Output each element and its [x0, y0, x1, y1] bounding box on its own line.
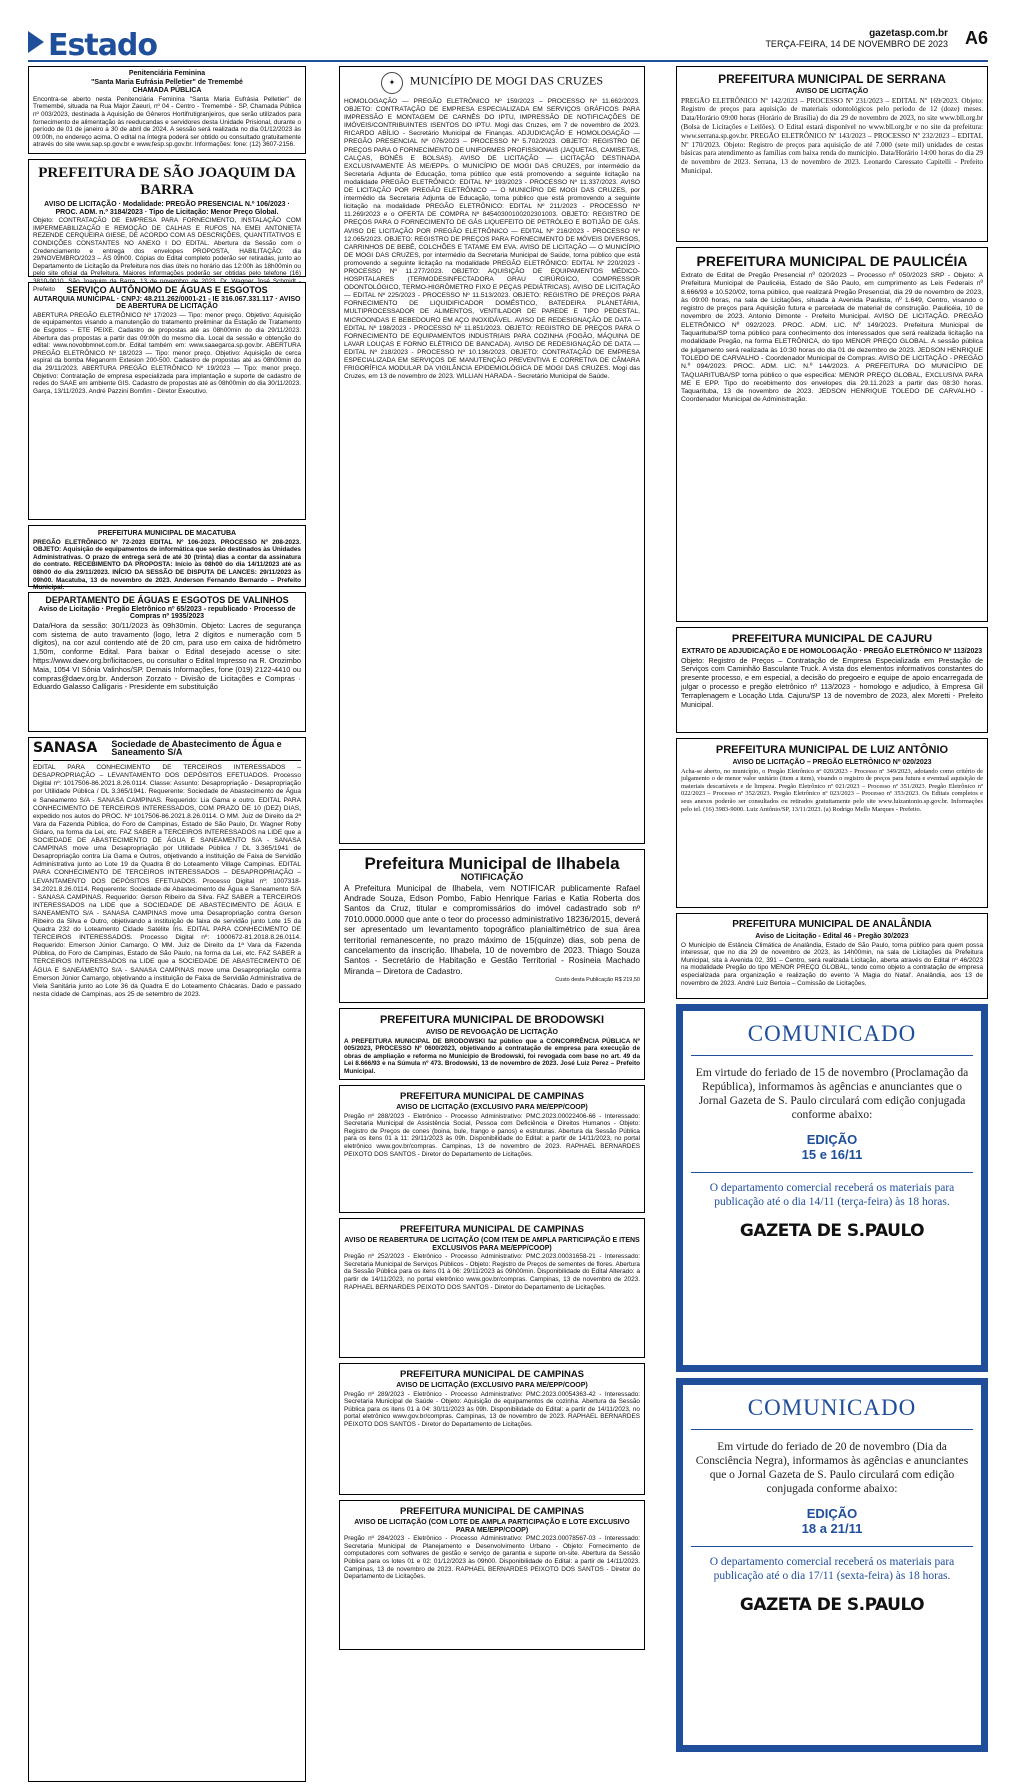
notice-heading: PREFEITURA MUNICIPAL DE ANALÂNDIA: [732, 919, 932, 930]
notice-body: Objeto: CONTRATAÇÃO DE EMPRESA PARA FORNECIMENTO, INSTALAÇÃO COM IMPERMEABILIZAÇÃO E REMOÇÃO DE CALHAS E RUFOS NA EMEI ANTONIETA REZENDE CERQUEIRA GIESE, DE ACORDO COM AS DESCRIÇÕES, QUANTITATIVOS E CONDIÇÕES CONSTANTES NO ANEXO I DO EDITAL. Abertura da Sessão com o Credenciamento e entrega dos envelopes PROPOSTA, HABILITAÇÃO: dia 29/NOVEMBRO/2023 – ÀS 09h00. Cópias do Edital completo poderão ser retiradas, junto ao Departamento de Licitação da Prefeitura nos dias úteis no horário das 12:00h às 18h00min ou pelo site oficial da Prefeitura. Maiores informações poderão ser obtidas pelo telefone (16) 3810-9010. São Joaquim da Barra, 13 de novembro de 2023. Dr. Wagner José Schmidt - Prefeito: [33, 217, 301, 293]
notice-body: Objeto: Registro de Preços – Contratação de Empresa Especializada em Prestação de Serviços com Caminhão Basculante Truck. A vista dos elementos informativos constantes do presente processo, e em especial, a decisão do pregoeiro e equipe de apoio encarregada de julgar o processo e pregão eletrônico nº 113/2023 - homologo e adjudico, à Empresa Gil Terraplenagem e Locação Ltda. Cajuru/SP 13 de novembro de 2023, alex Moretti - Prefeito Municipal.: [681, 655, 983, 709]
notice-heading: SERVIÇO AUTÔNOMO DE ÁGUAS E ESGOTOS: [66, 285, 268, 295]
notice-subheading: NOTIFICAÇÃO: [460, 872, 524, 882]
column-left: [28, 66, 306, 1787]
comunicado-ad-1: [676, 1004, 988, 1372]
gazeta-logo: GAZETA DE S.PAULO: [739, 1221, 925, 1241]
edicao-label: EDIÇÃO: [806, 1132, 858, 1147]
notice-subheading: AUTARQUIA MUNICIPAL · CNPJ: 48.211.262/0001-21 - IE 316.067.331.117 · AVISO DE ABERTURA DE LICITAÇÃO: [33, 295, 301, 311]
notice-heading: PREFEITURA MUNICIPAL DE CAMPINAS: [399, 1369, 585, 1380]
notice-sanasa: [28, 737, 306, 1782]
notice-heading: "Santa Maria Eufrásia Pelletier" de Tremembé: [91, 78, 243, 86]
comunicado-inner: [683, 1011, 981, 1365]
notice-subheading: AVISO DE LICITAÇÃO (EXCLUSIVO PARA ME/EPP/COOP): [396, 1104, 588, 1111]
notice-body: Extrato de Edital de Pregão Presencial nº 020/2023 – Processo nº 050/2023 SRP - Objeto: A Prefeitura Municipal de Paulicéia, Estado de São Paulo, em cumprimento as Leis Federais nº 8.666/93 e 10.520/02, torna público, que realizará Pregão Presencial, dia 29 de novembro de 2023, às 09:00 horas, na sala de Licitações, situada à Avenida Paulista, nº 1.649, Centro, visando o registro de preços para Aquisição futura e parcelada de material de construção. Paulicéia, 10 de novembro de 2023. Antonio Dimonte - Prefeito Municipal. AVISO DE LICITAÇÃO. PREGÃO ELETRÔNICO Nº 092/2023. PROC. ADM. LIC. Nº 149/2023. Prefeitura Municipal de Taquarituba/SP torna público para conhecimento dos interessados que será realizada licitação na modalidade Pregão, na forma ELETRÔNICA, do tipo MENOR PREÇO GLOBAL. A sessão pública de julgamento será realizada às 10:30 horas do dia 01 de dezembro de 2023. JEDSON HENRIQUE TOLEDO DE CARVALHO - Coordenador Municipal de Compras. AVISO DE LICITAÇÃO - PREGÃO N.º 094/2023. PROC. ADM. LIC. N.º 144/2023. A PREFEITURA DO MUNICÍPIO DE TAQUARITUBA/SP torna público o que especifica: MENOR PREÇO GLOBAL, EXCLUSIVA PARA ME E EPP. Tipo do recebimento dos envelopes dia 29.11.2023 a partir das 08:30 horas. Taquarituba, 13 de novembro de 2023. JEDSON HENRIQUE TOLEDO DE CARVALHO - Coordenador Municipal de Administração.: [681, 272, 983, 404]
notice-subheading: Aviso de Licitação - Edital 46 - Pregão 30/2023: [755, 933, 909, 940]
divider: [691, 1172, 973, 1173]
header-info: [765, 28, 948, 50]
edicao-label: EDIÇÃO: [806, 1506, 858, 1521]
notice-subheading: EXTRATO DE ADJUDICAÇÃO E DE HOMOLOGAÇÃO · PREGÃO ELETRÔNICO Nº 113/2023: [681, 648, 983, 655]
mogi-header: [344, 72, 640, 94]
notice-body: Pregão nº 289/2023 - Eletrônico - Processo Administrativo: PMC.2023.00054363-42 - Interessado: Secretaria Municipal de Saúde - Objeto: Aquisição de equipamentos de cozinha. Abertura da Sessão Pública para os itens 01 à 04: 30/11/2023 às 09h. Disponibilidade do Edital: a partir de 14/11/2023, no portal eletrônico www.gov.br/compras. Campinas, 13 de novembro de 2023. RAPHAEL BERNARDES PEIXOTO DOS SANTOS - Diretor do Departamento de Licitações.: [344, 1390, 640, 1428]
notice-heading: Sociedade de Abastecimento de Água e Saneamento S/A: [111, 739, 282, 757]
comunicado-text: Em virtude do feriado de 20 de novembro (Dia da Consciência Negra), informamos às agências e anunciantes que o Jornal Gazeta de S. Paulo circulará com edição conjugada conforme abaixo:: [695, 1441, 969, 1495]
notice-heading: Prefeitura Municipal de Ilhabela: [364, 854, 620, 873]
notice-campinas-1: [339, 1085, 645, 1213]
notice-brodowski: [339, 1008, 645, 1080]
masthead-logo: [28, 28, 157, 63]
sanasa-header: [33, 741, 301, 761]
notice-heading: PREFEITURA MUNICIPAL DE BRODOWSKI: [379, 1014, 605, 1026]
column-right: [676, 66, 988, 1758]
comunicado-title: COMUNICADO: [691, 1011, 973, 1056]
edicao-dates: 15 e 16/11: [801, 1147, 863, 1162]
notice-body: Pregão nº 284/2023 - Eletrônico - Processo Administrativo: PMC.2023.00078567-03 - Interessado: Secretaria Municipal de Planejamento e Desenvolvimento Urbano - Objeto: Fornecimento de computadores com softwares de gestão e serviço de garantia e suporte on-site. Abertura da Sessão Pública para os lotes 01 e 02: 01/12/2023 às 09h00. Disponibilidade do Edital: a partir de 14/11/2023. Campinas, 13 de novembro de 2023. RAPHAEL BERNARDES PEIXOTO DOS SANTOS - Diretor do Departamento de Licitações.: [344, 1535, 640, 1581]
notice-body: EDITAL PARA CONHECIMENTO DE TERCEIROS INTERESSADOS – DESAPROPRIAÇÃO – LEVANTAMENTO DOS DEPÓSITOS EFETUADOS. Processo Digital nº: 1017506-86.2021.8.26.0114. Classe: Assunto: Desapropriação - Desapropriação por Utilidade Pública / DL 3.365/1941. Requerente: Sociedade de Abastecimento de Água e Saneamento S/A - SANASA CAMPINAS. Requerido: Lia Gama e outro. EDITAL PARA CONHECIMENTO DE TERCEIROS INTERESSADOS, COM PRAZO DE 10 (DEZ) DIAS, expedido nos autos do PROC. Nº 1017506-86.2021.8.26.0114. O MM. Juiz de Direito da 2ª Vara da Fazenda Pública, do Foro de Campinas, Estado de São Paulo, Dr. Wagner Roby Gidaro, na forma da Lei, etc. FAZ SABER a TERCEIROS INTERESSADOS na LIDE que a SOCIEDADE DE ABASTECIMENTO DE ÁGUA E SANEAMENTO S/A - SANASA CAMPINAS move uma Desapropriação por Utilidade Pública / DL 3.365/1941 de Desapropriação contra Lia Gama e Outros, objetivando a instituição de Faixa de Servidão Administrativa junto ao Lote 19 da Quadra B do Loteamento Village Campinas. EDITAL PARA CONHECIMENTO DE TERCEIROS INTERESSADOS – DESAPROPRIAÇÃO – LEVANTAMENTO DOS DEPÓSITOS EFETUADOS. Processo Digital nº: 1007318-34.2021.8.26.0114. Requerente: Sociedade de Abastecimento de Água e Saneamento S/A - SANASA CAMPINAS. Requerido: Gerson Ribeiro da Silva. FAZ SABER a TERCEIROS INTERESSADOS na LIDE que a SOCIEDADE DE ABASTECIMENTO DE ÁGUA E SANEAMENTO S/A - SANASA CAMPINAS move uma Desapropriação contra Gerson Ribeiro da Silva e Outro, objetivando a instituição de faixa de servidão junto Lote 15 da Quadra 232 do Loteamento Cidade Satélite Íris. EDITAL PARA CONHECIMENTO DE TERCEIROS INTERESSADOS. Processo Digital nº: 1000672-81.2018.8.26.0114. Requerido: Emerson Júnior Camargo. O MM. Juiz de Direito da 1ª Vara da Fazenda Pública, do Foro de Campinas, Estado de São Paulo, na forma da Lei, etc. FAZ SABER a TERCEIROS INTERESSADOS na LIDE que a SOCIEDADE DE ABASTECIMENTO DE ÁGUA E SANEAMENTO S/A - SANASA CAMPINAS move uma Desapropriação contra Emerson Júnior Camargo, objetivando a instituição de Faixa de Servidão Administrativa de Viela Sanitária junto ao Lote 36 da Quadra E do Loteamento Chácaras. Dado e passado nesta cidade de Campinas, aos 25 de setembro de 2023.: [33, 764, 301, 998]
deadline-text: O departamento comercial receberá os materiais para publicação até o dia 14/11 (terça-feira) às 18 horas.: [709, 1182, 955, 1208]
notice-subheading: AVISO DE REABERTURA DE LICITAÇÃO (COM ITEM DE AMPLA PARTICIPAÇÃO E ITENS EXCLUSIVOS PARA ME/EPP/COOP): [344, 1237, 640, 1252]
notice-title: Penitenciária Feminina: [128, 70, 206, 77]
divider: [691, 1546, 973, 1547]
column-middle: [339, 66, 645, 1655]
notice-body: A Prefeitura Municipal de Ilhabela, vem NOTIFICAR publicamente Rafael Andrade Souza, Edson Pombo, Fabio Henrique Farias e Katia Roberta dos Santos da Cruz, titular e compromissários do imóvel cadastrado sob nº 7010.0000.0000 que ante o teor do processo administrativo 18236/2015, deverá ser apresentado um levantamento topográfico planialtimétrico de sua área territorial remanescente, no prazo máximo de 15(quinze) dias, sob pena de cancelamento da inscrição. Ilhabela, 10 de novembro de 2023. Thiago Souza Santos - Secretário de Habitação e Gestão Territorial - Rosineia Machado Miranda – Diretora de Cadastro.: [344, 882, 640, 976]
comunicado-ad-2: [676, 1378, 988, 1752]
notice-subheading: AVISO DE LICITAÇÃO (COM LOTE DE AMPLA PARTICIPAÇÃO E LOTE EXCLUSIVO PARA ME/EPP/COOP): [354, 1519, 630, 1534]
notice-body: Acha-se aberto, no município, o Pregão Eletrônico nº 020/2023 - Processo nº 349/2023, adotando como critério de julgamento o de menor valor unitário (item a item), visando o registro de preços para futura e eventual aquisição de materiais descartáveis e de limpeza. Pregão Eletrônico nº 021/2023 – Processo nº 351/2023. Pregão Eletrônico nº 022/2023 – Processo nº 352/2023. Pregão Eletrônico nº 023/2023 – Processo nº 353/2023. Os Editais completos e seus anexos poderão ser consultados ou retirados gratuitamente pelo site www.luizantonio.sp.gov.br. Informações pelo tel. (16) 3983-9000. Luiz Antônio/SP, 13/11/2023. (a) Rodrigo Mello Marques - Prefeito.: [681, 767, 983, 813]
notice-heading: PREFEITURA DE SÃO JOAQUIM DA BARRA: [38, 165, 296, 198]
notice-mogi: [339, 66, 645, 844]
coat-of-arms-icon: ✦: [381, 72, 403, 94]
notice-cajuru: [676, 627, 988, 733]
notice-pauliceia: [676, 247, 988, 622]
notice-analandia: [676, 913, 988, 999]
notice-subheading: Aviso de Licitação · Pregão Eletrônico nº 65/2023 - republicado · Processo de Compras nº 1935/2023: [38, 605, 296, 621]
notice-heading: DEPARTAMENTO DE ÁGUAS E ESGOTOS DE VALINHOS: [45, 595, 289, 605]
notice-saae-garca: [28, 282, 306, 520]
notice-body: ABERTURA PREGÃO ELETRÔNICO Nº 17/2023 — Tipo: menor preço. Objetivo: Aquisição de equipamentos visando a manutenção do tratamento preliminar da Estação de Tratamento de Esgotos – ETE PEIXE. Cadastro de propostas até as 08h00min do dia 29/11/2023. Abertura das propostas a partir das 09:00h do mesmo dia. Local da sessão e obtenção do edital: www.novobbmnet.com.br. Edital também em: www.saaegarca.sp.gov.br. ABERTURA PREGÃO ELETRÔNICO Nº 18/2023 — Tipo: menor preço. Objetivo: Aquisição de cerca espiral da bomba Meganorm Extesion 200-500. Cadastro de propostas até as 08h00min do dia 29/11/2023. ABERTURA PREGÃO ELETRÔNICO Nº 19/2023 — Tipo: menor preço. Objetivo: Contratação de empresa especializada para implantação e suporte de cadastro de redes do SAAE em ambiente GIS. Cadastro de propostas até as 08h00min do dia 30/11/2023. Garça, 13/11/2023. André Pazzini Bomfim - Diretor Executivo.: [33, 311, 301, 395]
notice-ilhabela: [339, 849, 645, 1003]
notice-heading: PREFEITURA MUNICIPAL DE CAMPINAS: [399, 1506, 585, 1517]
notice-campinas-2: [339, 1218, 645, 1358]
notice-body: HOMOLOGAÇÃO — PREGÃO ELETRÔNICO Nº 159/2023 – PROCESSO Nº 11.662/2023. OBJETO: CONTRATAÇÃO DE EMPRESA ESPECIALIZADA EM SERVIÇOS GRÁFICOS PARA IMPRESSÃO E MONTAGEM DE CARNÊS DO IPTU, IMPRESSÃO DE NOTIFICAÇÕES DE IMÓVEIS/CONTRIBUINTES ISENTOS DO IPTU. Mogi das Cruzes, em 7 de novembro de 2023. RICARDO ABÍLIO - Secretário Municipal de Finanças. ADJUDICAÇÃO E HOMOLOGAÇÃO — PREGÃO PRESENCIAL Nº 076/2023 – PROCESSO Nº 5.702/2023. OBJETO: REGISTRO DE PREÇOS PARA O FORNECIMENTO DE UNIFORMES PROFISSIONAIS (JAQUETAS, CAMISETAS, CALÇAS, BONÉS E BOLSAS). AVISO DE LICITAÇÃO — LICITAÇÃO DESTINADA EXCLUSIVAMENTE ÀS ME/EPPs. O MUNICÍPIO DE MOGI DAS CRUZES, por intermédio da Secretaria Adjunta de Educação, torna público que está promovendo a seguinte licitação na modalidade PREGÃO ELETRÔNICO: EDITAL Nº 193/2023 - PROCESSO Nº 11.337/2023. AVISO DE LICITAÇÃO POR PREGÃO ELETRÔNICO — O MUNICÍPIO DE MOGI DAS CRUZES, por intermédio da Secretaria Adjunta de Educação, torna público que está promovendo a seguinte licitação na modalidade PREGÃO ELETRÔNICO: EDITAL Nº 211/2023 - PROCESSO Nº 11.269/2023 e o OFERTA DE COMPRA Nº 84540300100202301003. OBJETO: REGISTRO DE PREÇOS PARA O FORNECIMENTO DE GÁS LIQUEFEITO DE PETRÓLEO E BOTIJÃO DE GÁS. AVISO DE LICITAÇÃO POR PREGÃO ELETRÔNICO — EDITAL Nº 216/2023 - PROCESSO Nº 12.065/2023. OBJETO: REGISTRO DE PREÇOS PARA FORNECIMENTO DE MÓVEIS DIVERSOS, CARRINHOS DE BEBÊ, COLCHÕES E TATAME EM EVA. AVISO DE LICITAÇÃO — O MUNICÍPIO DE MOGI DAS CRUZES, por intermédio da Secretaria Municipal de Saúde, torna público que está promovendo a seguinte licitação na modalidade PREGÃO ELETRÔNICO: EDITAL Nº 220/2023 - PROCESSO Nº 11.277/2023. OBJETO: AQUISIÇÃO DE EQUIPAMENTOS MÉDICO-HOSPITALARES (TERMODESINFECTADORA GRAU CIRÚRGICO, COMPRESSOR ODONTOLÓGICO, TERMO-HIGRÔMETRO FIXO E PEÇAS PEDIÁTRICAS). AVISO DE LICITAÇÃO — EDITAL Nº 225/2023 - PROCESSO Nº 11.513/2023. OBJETO: REGISTRO DE PREÇOS PARA FORNECIMENTO DE LIQUIDIFICADOR DOMÉSTICO, BATEDEIRA PLANETÁRIA, MULTIPROCESSADOR DE ALIMENTOS, VENTILADOR DE PAREDE E TIPO PEDESTAL, MICROONDAS E BEBEDOURO EM AÇO INOXIDÁVEL. AVISO DE REDESIGNAÇÃO DE DATA — EDITAL Nº 198/2023 - PROCESSO Nº 11.851/2023. OBJETO: REGISTRO DE PREÇOS PARA O FORNECIMENTO DE EQUIPAMENTOS INDUSTRIAIS PARA COZINHA (FOGÃO, MÁQUINA DE LAVAR LOUÇAS E FORNO ELÉTRICO DE BANCADA). AVISO DE REDESIGNAÇÃO DE DATA — EDITAL Nº 218/2023 - PROCESSO Nº 10.136/2023. OBJETO: CONTRATAÇÃO DE EMPRESA ESPECIALIZADA EM SERVIÇOS DE MANUTENÇÃO PREVENTIVA E CORRETIVA DE CÂMARA FRIGORÍFICA MODULAR DA VIGILÂNCIA EPIDEMIOLÓGICA DE MOGI DAS CRUZES. Mogi das Cruzes, em 13 de novembro de 2023. WILLIAN HARADA - Secretário Municipal de Saúde.: [344, 98, 640, 381]
notice-body: Encontra-se aberto nesta Penitenciária Feminina "Santa Maria Eufrásia Pelletier" de Tremembé, situada na Rua Major Zaeuri, nº 04 - Centro - Tremembé - SP, Chamada Pública nº 003/2023, destinada à Aquisição de Gêneros Hortifrutigranjeiros, que serão utilizados para fornecimento de alimentação às reeducandas e servidores desta Unidade Prisional, durante o período de 01 de janeiro a 30 de abril de 2024. A sessão será realizada no dia 01/12/2023 às 09:00h, no endereço acima. O edital na íntegra poderá ser obtido ou consultado gratuitamente através do site www.sap.sp.gov.br e www.fesp.sp.gov.br. Informações: fone: (12) 3607-2156.: [33, 95, 301, 149]
comunicado-inner: [683, 1385, 981, 1745]
notice-serrana: [676, 66, 988, 242]
notice-subheading: AVISO DE LICITAÇÃO (EXCLUSIVO PARA ME/EPP/COOP): [396, 1382, 588, 1389]
sanasa-logo: SANASA: [33, 739, 98, 756]
notice-heading: PREFEITURA MUNICIPAL DE CAMPINAS: [399, 1091, 585, 1102]
notice-body: Data/Hora da sessão: 30/11/2023 às 09h30min. Objeto: Lacres de segurança com sistema de auto travamento (logo, letra 2 dígitos e numeração com 5 dígitos), na cor azul contendo até de 20 cm, para uso em caixa de hidrômetro 1,50m, conforme Edital. Para baixar o Edital desejado acesse o site: https://www.daev.org.br/licitacoes, ou consultar o Edital Impresso na R. Orozimbo Maia, 1054 VI Sônia Valinhos/SP. Demais Informações, fone (019) 2122-4410 ou compras@daev.org.br. Anderson Zorzato - Divisão de Licitações e Compras · Eduardo Galasso Calligaris - Presidente em substituição: [33, 620, 301, 692]
notice-body: Pregão nº 252/2023 - Eletrônico - Processo Administrativo: PMC.2023.00031658-21 - Interessado: Secretaria Municipal de Serviços Públicos - Objeto: Registro de Preços de sementes de flores. Abertura da Sessão Pública para os itens 01 à 06: 29/11/2023 às 09h00min. Disponibilidade do Edital Alterado: a partir de 14/11/2023, no portal eletrônico www.gov.br/compras. Campinas, 13 de novembro de 2023. RAPHAEL BERNARDES PEIXOTO DOS SANTOS - Diretor do Departamento de Licitações.: [344, 1253, 640, 1291]
notice-heading: PREFEITURA MUNICIPAL DE SERRANA: [718, 72, 946, 86]
notice-heading: PREFEITURA MUNICIPAL DE CAJURU: [731, 633, 933, 645]
gazeta-logo: GAZETA DE S.PAULO: [739, 1595, 925, 1615]
notice-heading: PREFEITURA MUNICIPAL DE LUIZ ANTÔNIO: [715, 744, 949, 756]
notice-heading: MUNICÍPIO DE MOGI DAS CRUZES: [409, 73, 604, 88]
notice-campinas-4: [339, 1500, 645, 1650]
notice-subheading: CHAMADA PÚBLICA: [132, 87, 202, 95]
notice-subheading: AVISO DE REVOGAÇÃO DE LICITAÇÃO: [426, 1029, 558, 1036]
notice-body: PREGÃO ELETRÔNICO Nº 142/2023 – PROCESSO Nº 231/2023 – EDITAL Nº 169/2023. Objeto: Registro de preços para aquisição de materiais odontológicos pelo período de 12 (doze) meses. Data/Horário 09:00 horas (Horário de Brasília) do dia 29 de novembro de 2023, no site www.bll.org.br (Bolsa de Licitações e Leilões). O Edital estará disponível no www.bll.org.br e no site da prefeitura: www.serrana.sp.gov.br. PREGÃO ELETRÔNICO Nº 143/2023 – PROCESSO Nº 232/2023 – EDITAL Nº 170/2023. Objeto: Registro de preços para aquisição de até 7.000 (sete mil) unidades de cestas básicas para atendimento as famílias com baixa renda do município. Data/Horário 14:00 horas do dia 29 de novembro de 2023. Serrana, 13 de novembro de 2023. Leonardo Caressato Capitelli - Prefeito Municipal.: [681, 96, 983, 175]
notice-heading: PREFEITURA MUNICIPAL DE CAMPINAS: [399, 1224, 585, 1235]
notice-heading: PREFEITURA MUNICIPAL DE PAULICÉIA: [696, 253, 968, 269]
notice-daev-valinhos: [28, 592, 306, 732]
deadline-text: O departamento comercial receberá os materiais para publicação até o dia 17/11 (sexta-feira) às 18 horas.: [709, 1556, 955, 1582]
logo-text: Estado: [48, 28, 158, 63]
edicao-dates: 18 a 21/11: [801, 1521, 863, 1536]
notice-body: O Município de Estância Climática de Analândia, Estado de São Paulo, torna público para quem possa interessar, que no dia 29 de novembro de 2023, às 14h00min, na sala de Licitações da Prefeitura Municipal, sita à Avenida 02, 391 – Centro, será realizada Licitação, aberta através do Edital nº 46/2023 na modalidade Pregão do tipo MENOR PREÇO GLOBAL, tendo como objeto a contratação de empresa especializada para organização e realização do evento 'A Magia do Natal'. Analândia, aos 13 de novembro de 2023. André Luiz Bertoia – Comissão de Licitações.: [681, 941, 983, 987]
edition-date: TERÇA-FEIRA, 14 DE NOVEMBRO DE 2023: [765, 39, 948, 49]
site-url[interactable]: gazetasp.com.br: [869, 28, 948, 39]
notice-subheading: AVISO DE LICITAÇÃO · Modalidade: PREGÃO PRESENCIAL N.º 106/2023 · PROC. ADM. n.º 3184/2023 · Tipo de Licitação: Menor Preço Global.: [44, 201, 290, 216]
notice-body: PREGÃO ELETRÔNICO Nº 72-2023 EDITAL Nº 106-2023. PROCESSO Nº 208-2023. OBJETO: Aquisição de equipamentos de informática que serão destinados às Unidades Administrativas. O prazo de entrega será de até 30 (trinta) dias a contar da assinatura do contrato. RECEBIMENTO DA PROPOSTA: Início às 08h00 do dia 14/11/2023 até as 08h00 do dia 29/11/2023. INÍCIO DA SESSÃO DE DISPUTA DE LANCES: 29/11/2023 às 09h00. Macatuba, 13 de novembro de 2023. Anderson Fernando Bernardo – Prefeito Municipal.: [33, 538, 301, 592]
comunicado-text: Em virtude do feriado de 15 de novembro (Proclamação da República), informamos às agências e anunciantes que o Jornal Gazeta de S. Paulo circulará com edição conjugada conforme abaixo:: [695, 1067, 969, 1121]
notice-subheading: AVISO DE LICITAÇÃO: [795, 88, 869, 95]
notice-subheading: AVISO DE LICITAÇÃO – PREGÃO ELETRÔNICO Nº 020/2023: [732, 759, 932, 766]
notice-luiz-antonio: [676, 738, 988, 908]
notice-body: Pregão nº 288/2023 - Eletrônico - Processo Administrativo: PMC.2023.00022406-66 - Interessado: Secretaria Municipal de Assistência Social, Pessoa com Deficiência e Direitos Humanos - Objeto: Registro de Preços de cones (boina, bule, frango e panos) e estruturas. Abertura da Sessão Pública para os itens 01 à 11: 29/11/2023 às 09h. Disponibilidade do Edital: a partir de 14/11/2023, no portal eletrônico www.gov.br/compras. Campinas, 13 de novembro de 2023. RAPHAEL BERNARDES PEIXOTO DOS SANTOS - Diretor do Departamento de Licitações.: [344, 1112, 640, 1158]
page-number: A6: [964, 28, 988, 48]
notice-macatuba: [28, 525, 306, 592]
notice-body: A PREFEITURA MUNICIPAL DE BRODOWSKI faz público que a CONCORRÊNCIA PÚBLICA Nº 005/2023, PROCESSO Nº 0600/2023, objetivando a contratação de empresa para execução de obras de ampliação e reforma no Município de Brodowski, foi revogada com base no art. 49 da Lei 8.666/93 e na Súmula nº 473. Brodowski, 13 de novembro de 2023. José Luiz Perez – Prefeito Municipal.: [344, 1037, 640, 1075]
page-header: [28, 26, 988, 62]
comunicado-title: COMUNICADO: [691, 1385, 973, 1430]
notice-penitenciaria: [28, 66, 306, 154]
arrow-icon: [28, 31, 44, 53]
notice-heading: PREFEITURA MUNICIPAL DE MACATUBA: [97, 530, 237, 537]
notice-campinas-3: [339, 1363, 645, 1495]
publication-cost: Custo desta Publicação R$ 219,50: [555, 977, 640, 984]
